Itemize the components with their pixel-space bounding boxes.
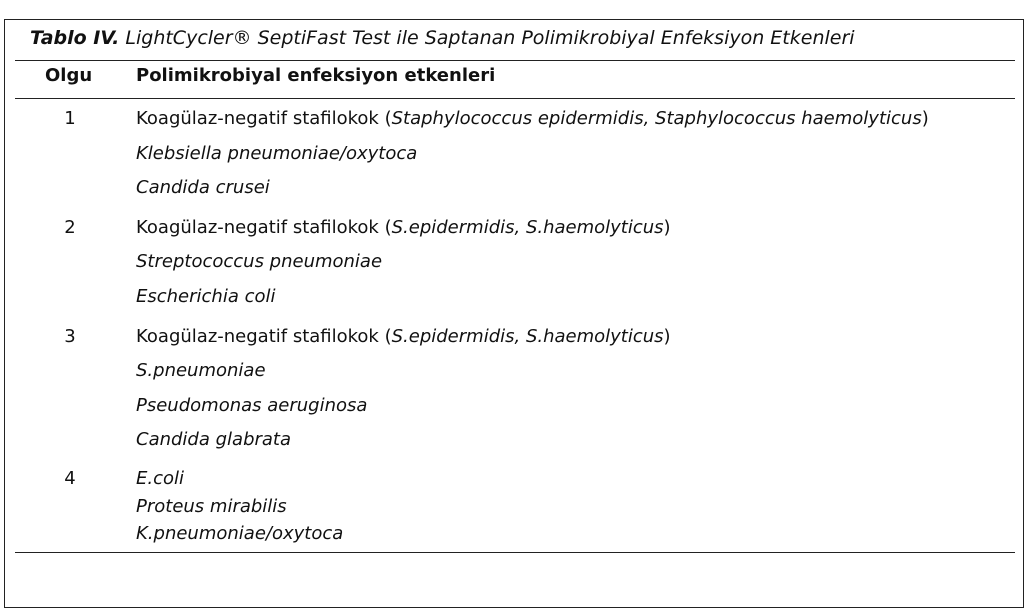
caption-label: Tablo IV. xyxy=(30,27,120,49)
agent-line: Pseudomonas aeruginosa xyxy=(136,395,368,416)
agent-line: Streptococcus pneumoniae xyxy=(136,251,383,272)
agent-line: Candida glabrata xyxy=(136,429,292,450)
case-number: 1 xyxy=(64,108,76,129)
table-caption xyxy=(30,27,855,49)
caption-text: LightCycler® SeptiFast Test ile Saptanan Polimikrobiyal Enfeksiyon Etkenleri xyxy=(125,27,855,49)
header-agents: Polimikrobiyal enfeksiyon etkenleri xyxy=(136,65,496,86)
bottom-rule xyxy=(15,552,1015,553)
agent-line: Escherichia coli xyxy=(136,286,276,307)
agent-line: S.pneumoniae xyxy=(136,360,266,381)
agent-line: Candida crusei xyxy=(136,177,270,198)
top-rule xyxy=(15,60,1015,61)
case-number: 3 xyxy=(64,326,76,347)
agent-line: E.coli xyxy=(136,468,185,489)
agent-line: Koagülaz-negatif stafilokok (Staphylococcus epidermidis, Staphylococcus haemolyticus) xyxy=(136,108,929,129)
agent-line: Klebsiella pneumoniae/oxytoca xyxy=(136,143,418,164)
case-number: 2 xyxy=(64,217,76,238)
case-number: 4 xyxy=(64,468,76,489)
header-case: Olgu xyxy=(45,65,93,86)
header-rule xyxy=(15,98,1015,99)
agent-line: K.pneumoniae/oxytoca xyxy=(136,523,344,544)
agent-line: Koagülaz-negatif stafilokok (S.epidermidis, S.haemolyticus) xyxy=(136,326,671,347)
agent-line: Proteus mirabilis xyxy=(136,496,287,517)
agent-line: Koagülaz-negatif stafilokok (S.epidermidis, S.haemolyticus) xyxy=(136,217,671,238)
